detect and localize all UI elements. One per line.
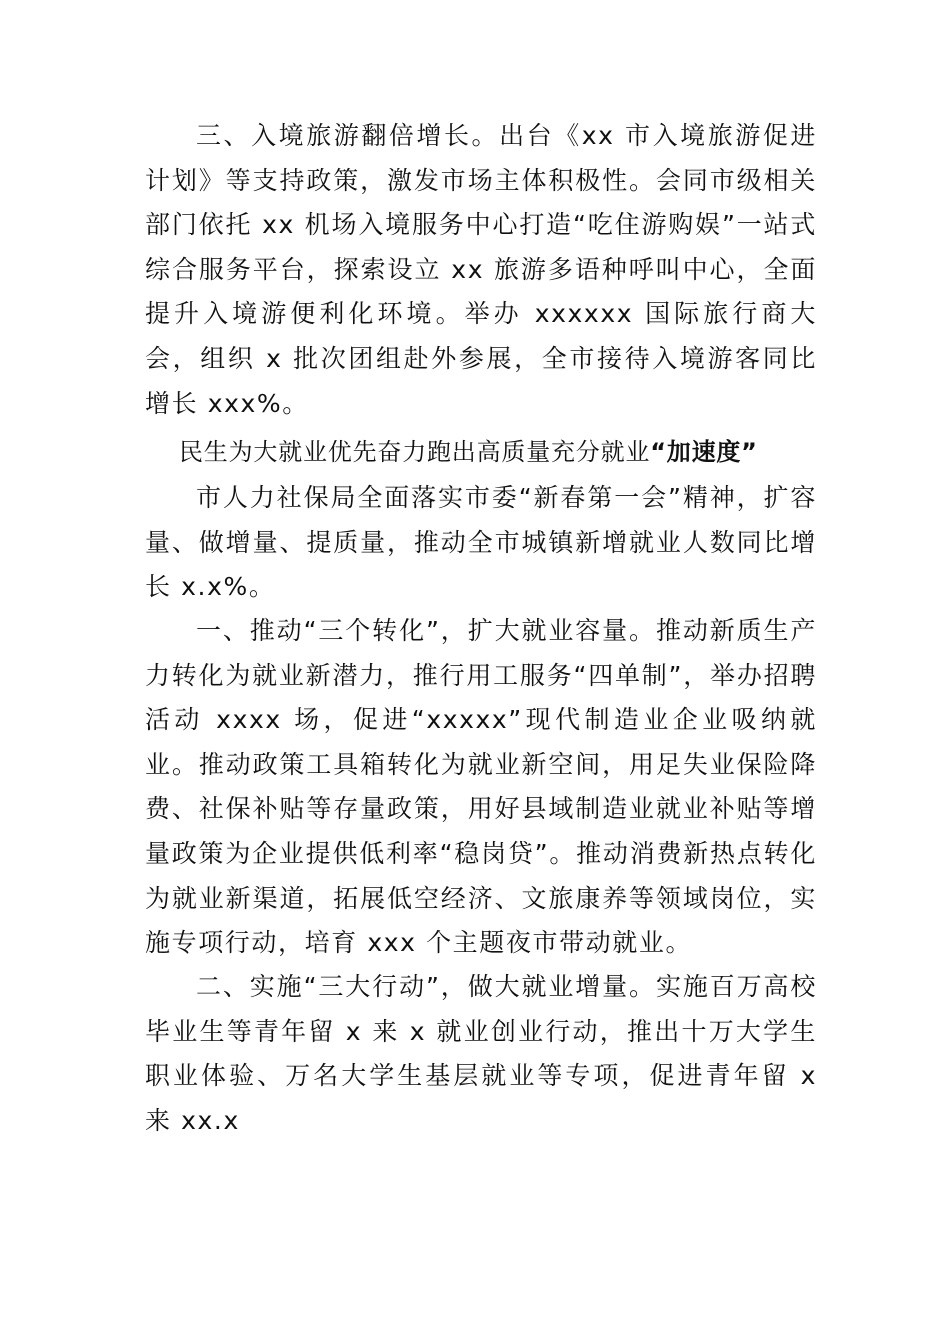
heading-quote: “加速度” <box>650 438 758 466</box>
heading-text: 民生为大就业优先奋力跑出高质量充分就业 <box>179 438 651 466</box>
paragraph-inbound-tourism: 三、入境旅游翻倍增长。出台《xx 市入境旅游促进计划》等支持政策，激发市场主体积极性。会同市级相关部门依托 xx 机场入境服务中心打造“吃住游购娱”一站式综合服务平台，探索设立 xx 旅游多语种呼叫中心，全面提升入境游便利化环境。举办 xxxxxx 国际旅行商大会，组织 x 批次团组赴外参展，全市接待入境游客同比增长 xxx%。 <box>145 121 817 418</box>
section-heading <box>179 430 819 474</box>
paragraph-three-actions: 二、实施“三大行动”，做大就业增量。实施百万高校毕业生等青年留 x 来 x 就业创业行动，推出十万大学生职业体验、万名大学生基层就业等专项，促进青年留 x 来 xx.x <box>145 972 817 1135</box>
paragraph-employment-intro: 市人力社保局全面落实市委“新春第一会”精神，扩容量、做增量、提质量，推动全市城镇新增就业人数同比增长 x.x%。 <box>145 483 817 602</box>
paragraph-three-transformations: 一、推动“三个转化”，扩大就业容量。推动新质生产力转化为就业新潜力，推行用工服务“四单制”，举办招聘活动 xxxx 场，促进“xxxxx”现代制造业企业吸纳就业。推动政策工具箱转化为就业新空间，用足失业保险降费、社保补贴等存量政策，用好县域制造业就业补贴等增量政策为企业提供低利率“稳岗贷”。推动消费新热点转化为就业新渠道，拓展低空经济、文旅康养等领域岗位，实施专项行动，培育 xxx 个主题夜市带动就业。 <box>145 616 817 958</box>
